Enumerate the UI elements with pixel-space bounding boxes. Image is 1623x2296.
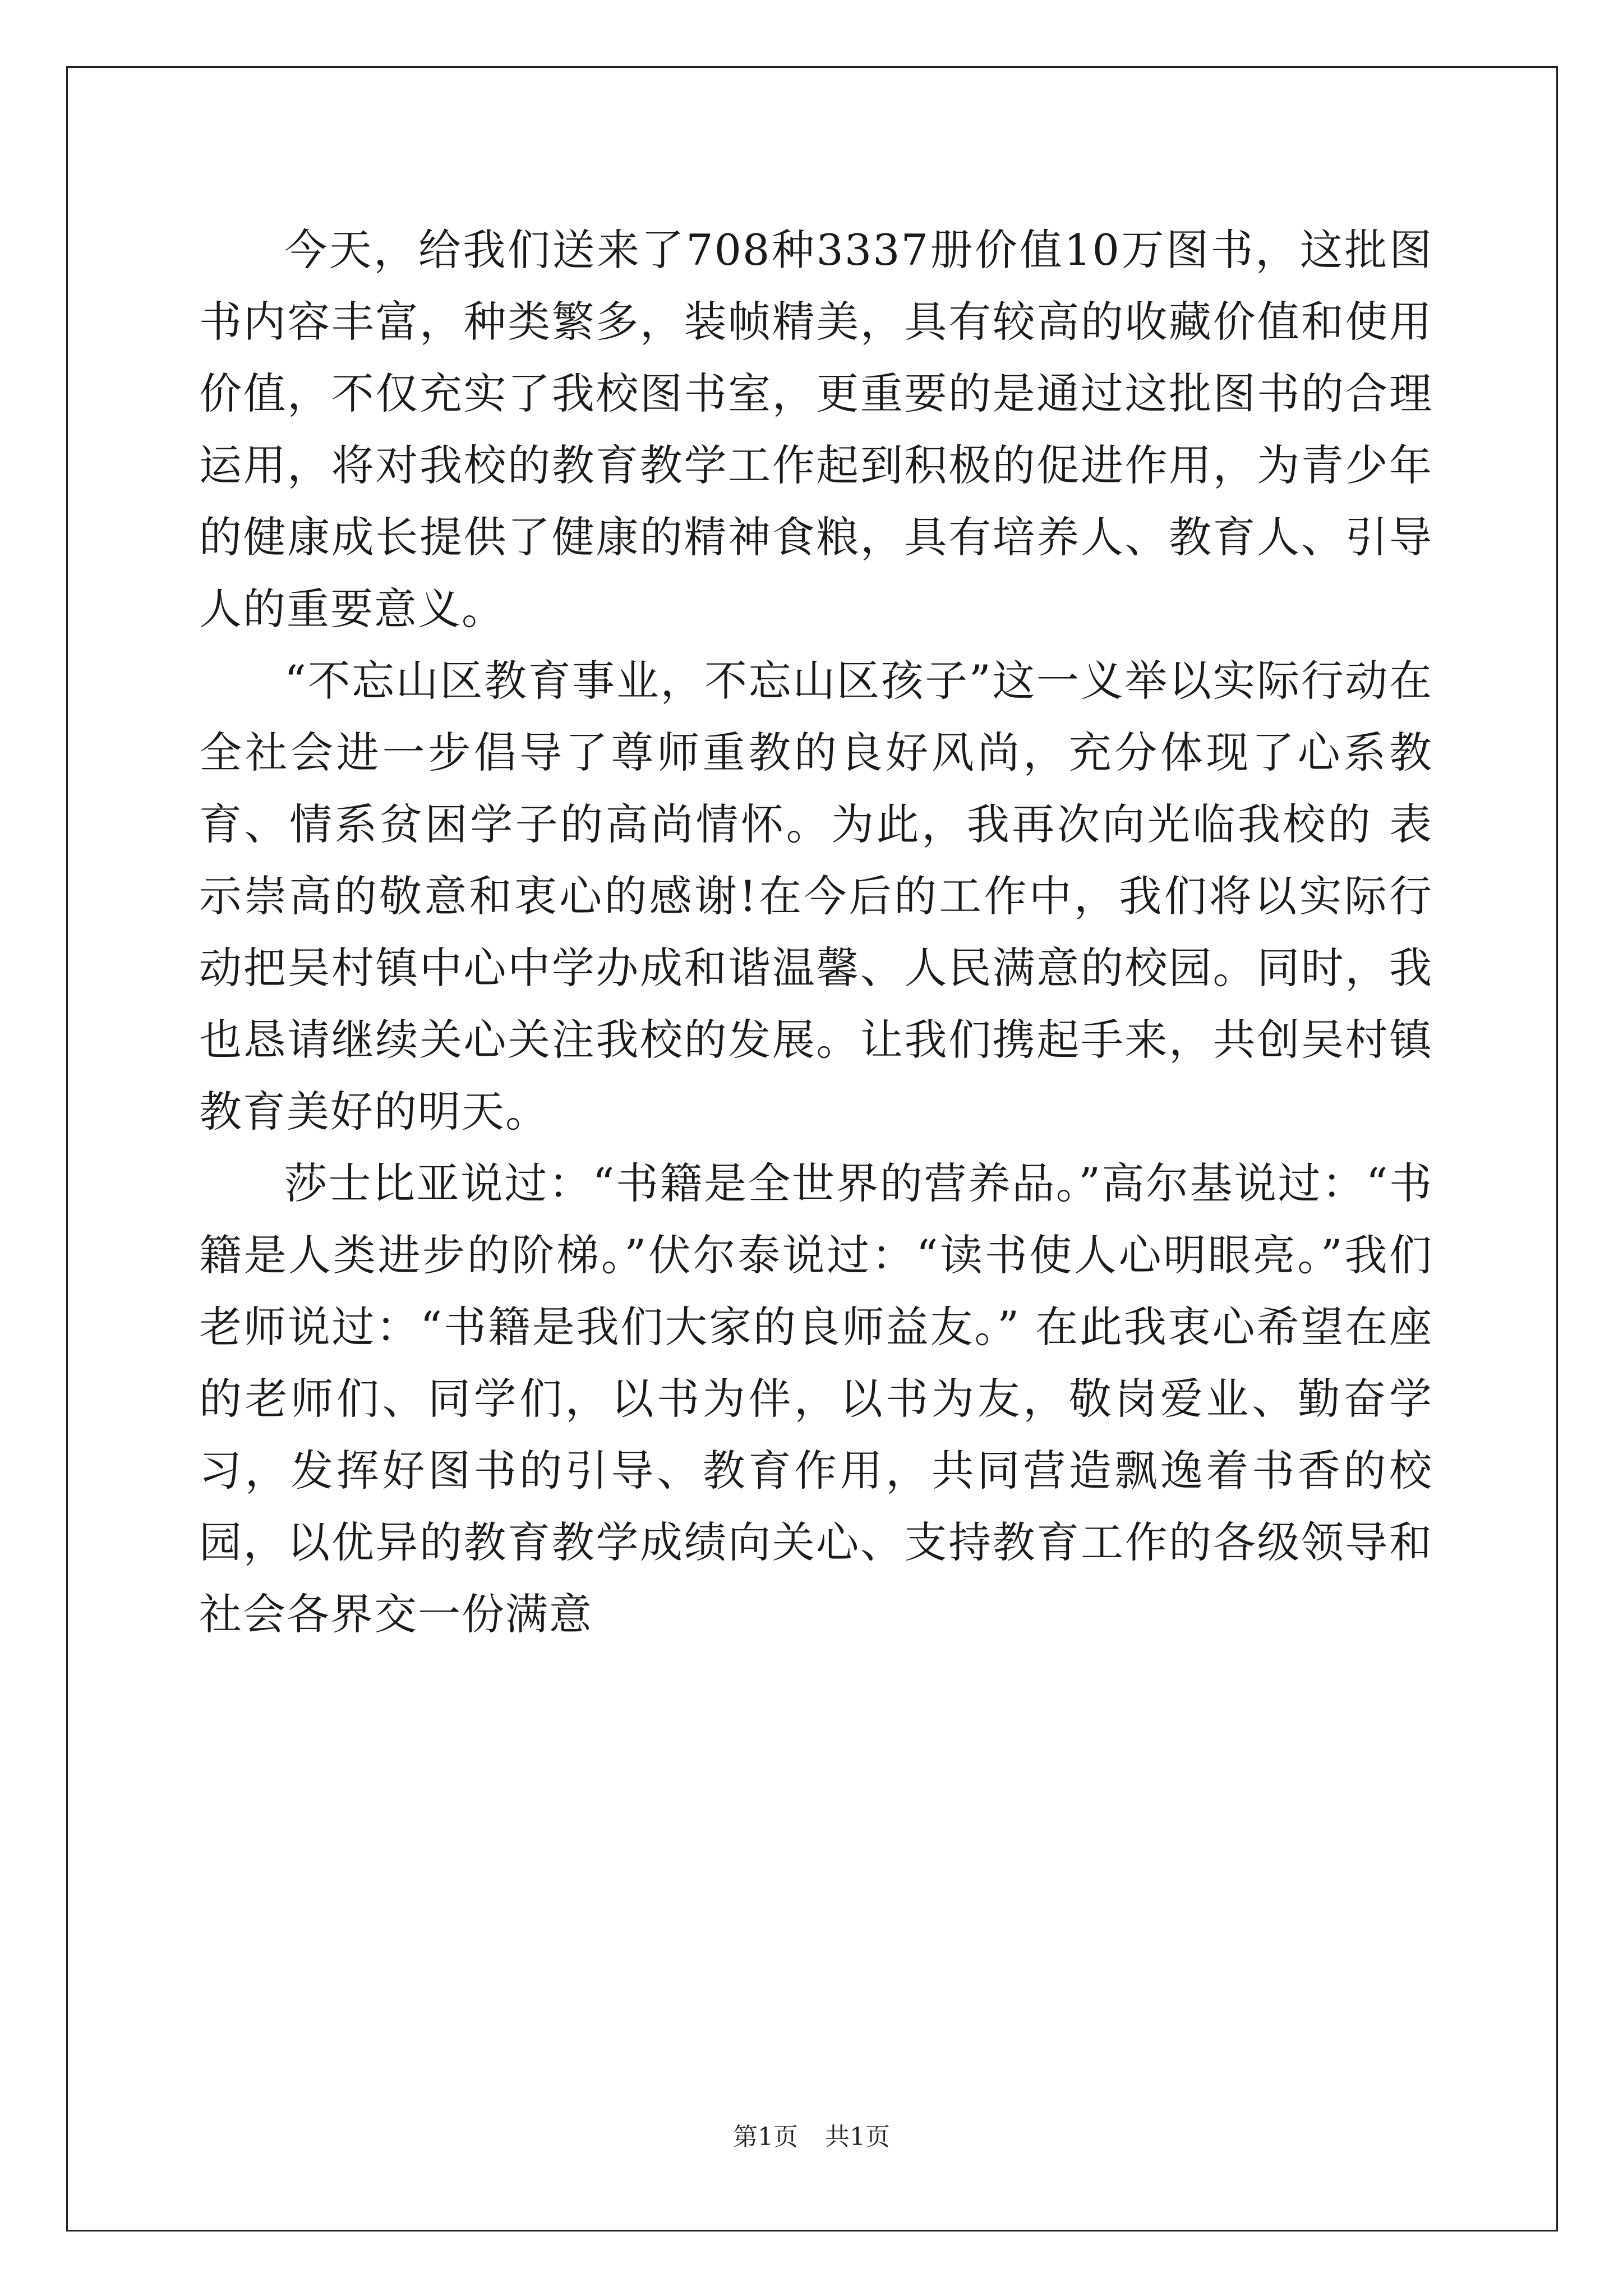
- page-footer: [0, 2120, 1623, 2154]
- document-body: [199, 214, 1433, 1650]
- page-number: 第1页: [733, 2123, 798, 2151]
- paragraph-1: 今天，给我们送来了708种3337册价值10万图书，这批图书内容丰富，种类繁多，装帧精美，具有较高的收藏价值和使用价值，不仅充实了我校图书室，更重要的是通过这批图书的合理运用，将对我校的教育教学工作起到积极的促进作用，为青少年的健康成长提供了健康的精神食粮，具有培养人、教育人、引导人的重要意义。: [199, 225, 1433, 634]
- paragraph-2: “不忘山区教育事业，不忘山区孩子”这一义举以实际行动在全社会进一步倡导了尊师重教的良好风尚，充分体现了心系教育、情系贫困学子的高尚情怀。为此，我再次向光临我校的 表示崇高的敬意和衷心的感谢!在今后的工作中，我们将以实际行动把吴村镇中心中学办成和谐温馨、人民满意的校园。同时，我也恳请继续关心关注我校的发展。让我们携起手来，共创吴村镇教育美好的明天。: [199, 656, 1433, 1137]
- paragraph-3: 莎士比亚说过：“书籍是全世界的营养品。”高尔基说过：“书籍是人类进步的阶梯。”伏尔泰说过：“读书使人心明眼亮。”我们老师说过：“书籍是我们大家的良师益友。” 在此我衷心希望在座的老师们、同学们，以书为伴，以书为友，敬岗爱业、勤奋学习，发挥好图书的引导、教育作用，共同营造飘逸着书香的校园，以优异的教育教学成绩向关心、支持教育工作的各级领导和社会各界交一份满意: [199, 1158, 1433, 1639]
- page-total: 共1页: [825, 2123, 890, 2151]
